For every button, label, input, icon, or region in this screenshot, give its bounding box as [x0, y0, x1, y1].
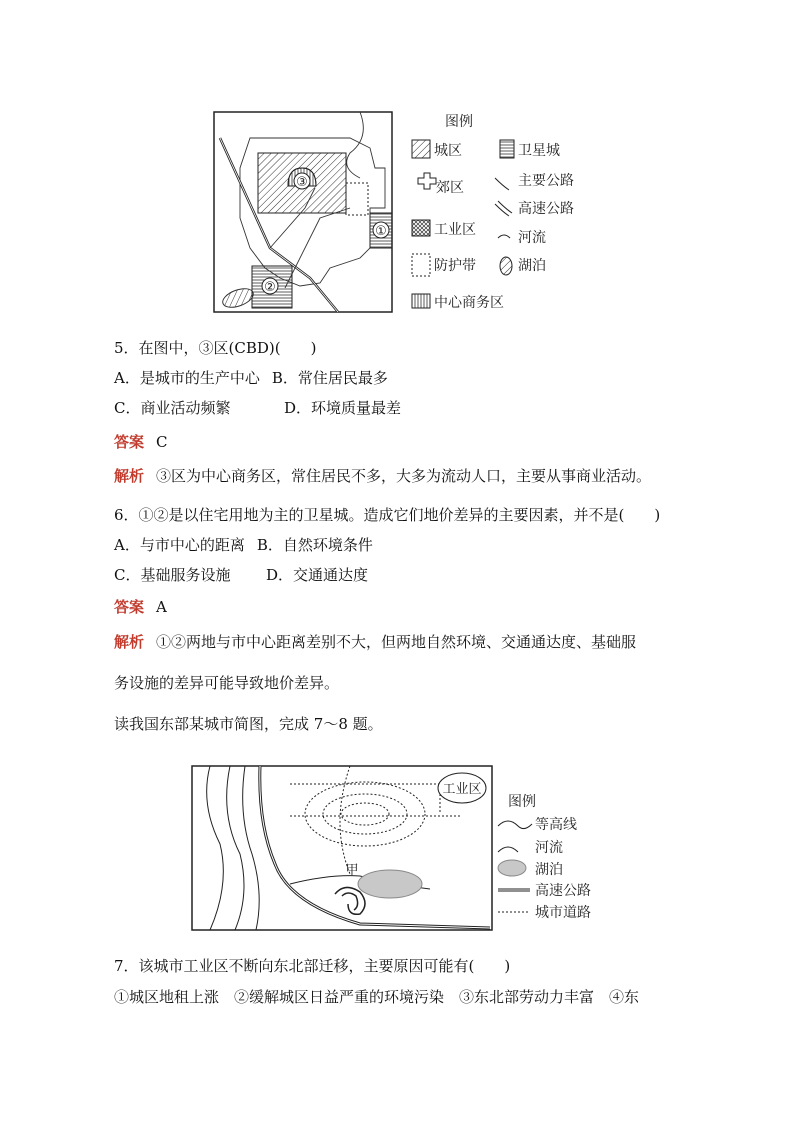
analysis-text: ③区为中心商务区，常住居民不多，大多为流动人口，主要从事商业活动。 [156, 467, 652, 485]
analysis-tag: 解析 [114, 467, 145, 485]
q6-option-b: B．自然环境条件 [256, 536, 373, 554]
legend-highway: 高速公路 [518, 201, 574, 217]
q5-option-a: A．是城市的生产中心 [114, 369, 260, 387]
legend-river: 河流 [518, 230, 546, 246]
answer-value: C [156, 433, 168, 451]
city-zoning-map [210, 108, 574, 320]
q6-option-c: C．基础服务设施 [114, 566, 231, 584]
legend-river-swatch [498, 235, 510, 238]
legend-industry-swatch [412, 220, 430, 236]
legend-cbd-swatch [412, 294, 430, 308]
q5-options-ab [114, 368, 388, 388]
q5-stem: 5．在图中，③区(CBD)( ) [114, 339, 317, 357]
analysis-text: ①②两地与市中心距离差别不大，但两地自然环境、交通通达度、基础服 [156, 633, 637, 651]
legend-lake-swatch [500, 257, 512, 275]
answer-value: A [156, 598, 167, 616]
legend-river: 河流 [535, 840, 563, 856]
q5-option-c: C．商业活动频繁 [114, 399, 231, 417]
label-2: ② [264, 280, 276, 295]
legend-urban: 城区 [434, 143, 462, 159]
q5-option-d: D．环境质量最差 [284, 399, 402, 417]
legend-suburb: 郊区 [436, 180, 464, 196]
analysis-tag: 解析 [114, 633, 145, 651]
legend-river-swatch [498, 847, 518, 852]
legend-lake: 湖泊 [535, 862, 563, 878]
legend-city-road: 城市道路 [535, 905, 591, 921]
q7-options: ①城区地租上涨 ②缓解城区日益严重的环境污染 ③东北部劳动力丰富 ④东 [114, 988, 640, 1006]
lake [358, 870, 422, 898]
q6-options-ab [114, 535, 373, 555]
q6-stem: 6．①②是以住宅用地为主的卫星城。造成它们地价差异的主要因素，并不是( ) [114, 506, 661, 524]
legend-highway-swatch [495, 201, 512, 216]
q5-analysis [114, 466, 651, 486]
legend-road-swatch [495, 178, 509, 190]
q5-answer [114, 432, 168, 452]
legend-title: 图例 [445, 114, 473, 130]
legend-belt-swatch [412, 254, 430, 276]
answer-tag: 答案 [114, 433, 145, 451]
legend-suburb-swatch [418, 173, 436, 189]
legend-cbd: 中心商务区 [434, 295, 504, 311]
legend-title: 图例 [508, 794, 536, 810]
label-jia: 甲 [345, 863, 359, 878]
legend-lake: 湖泊 [518, 258, 546, 274]
q7-stem: 7．该城市工业区不断向东北部迁移，主要原因可能有( ) [114, 957, 511, 975]
legend-satellite: 卫星城 [518, 143, 560, 159]
intro-text: 读我国东部某城市简图，完成 7～8 题。 [114, 715, 383, 733]
legend-contour-swatch [498, 821, 532, 829]
q6-option-d: D．交通通达度 [266, 566, 369, 584]
answer-tag: 答案 [114, 598, 145, 616]
label-3: ③ [296, 175, 308, 190]
legend-belt: 防护带 [434, 258, 476, 274]
legend-contour: 等高线 [535, 817, 577, 833]
q5-options-cd [114, 398, 401, 418]
label-industrial-zone: 工业区 [442, 782, 482, 797]
legend-highway: 高速公路 [535, 883, 591, 899]
q6-option-a: A．与市中心的距离 [114, 536, 245, 554]
q6-answer [114, 597, 167, 617]
q6-options-cd [114, 565, 368, 585]
q6-analysis [114, 632, 636, 652]
legend-main-road: 主要公路 [518, 173, 574, 189]
legend-satellite-swatch [500, 140, 514, 158]
legend-lake-swatch [498, 860, 526, 876]
q5-option-b: B．常住居民最多 [271, 369, 388, 387]
q6-analysis-cont: 务设施的差异可能导致地价差异。 [114, 674, 340, 692]
legend-industry: 工业区 [434, 222, 476, 238]
legend-urban-swatch [412, 140, 430, 158]
label-1: ① [375, 224, 387, 239]
city-sketch-map [190, 764, 610, 934]
